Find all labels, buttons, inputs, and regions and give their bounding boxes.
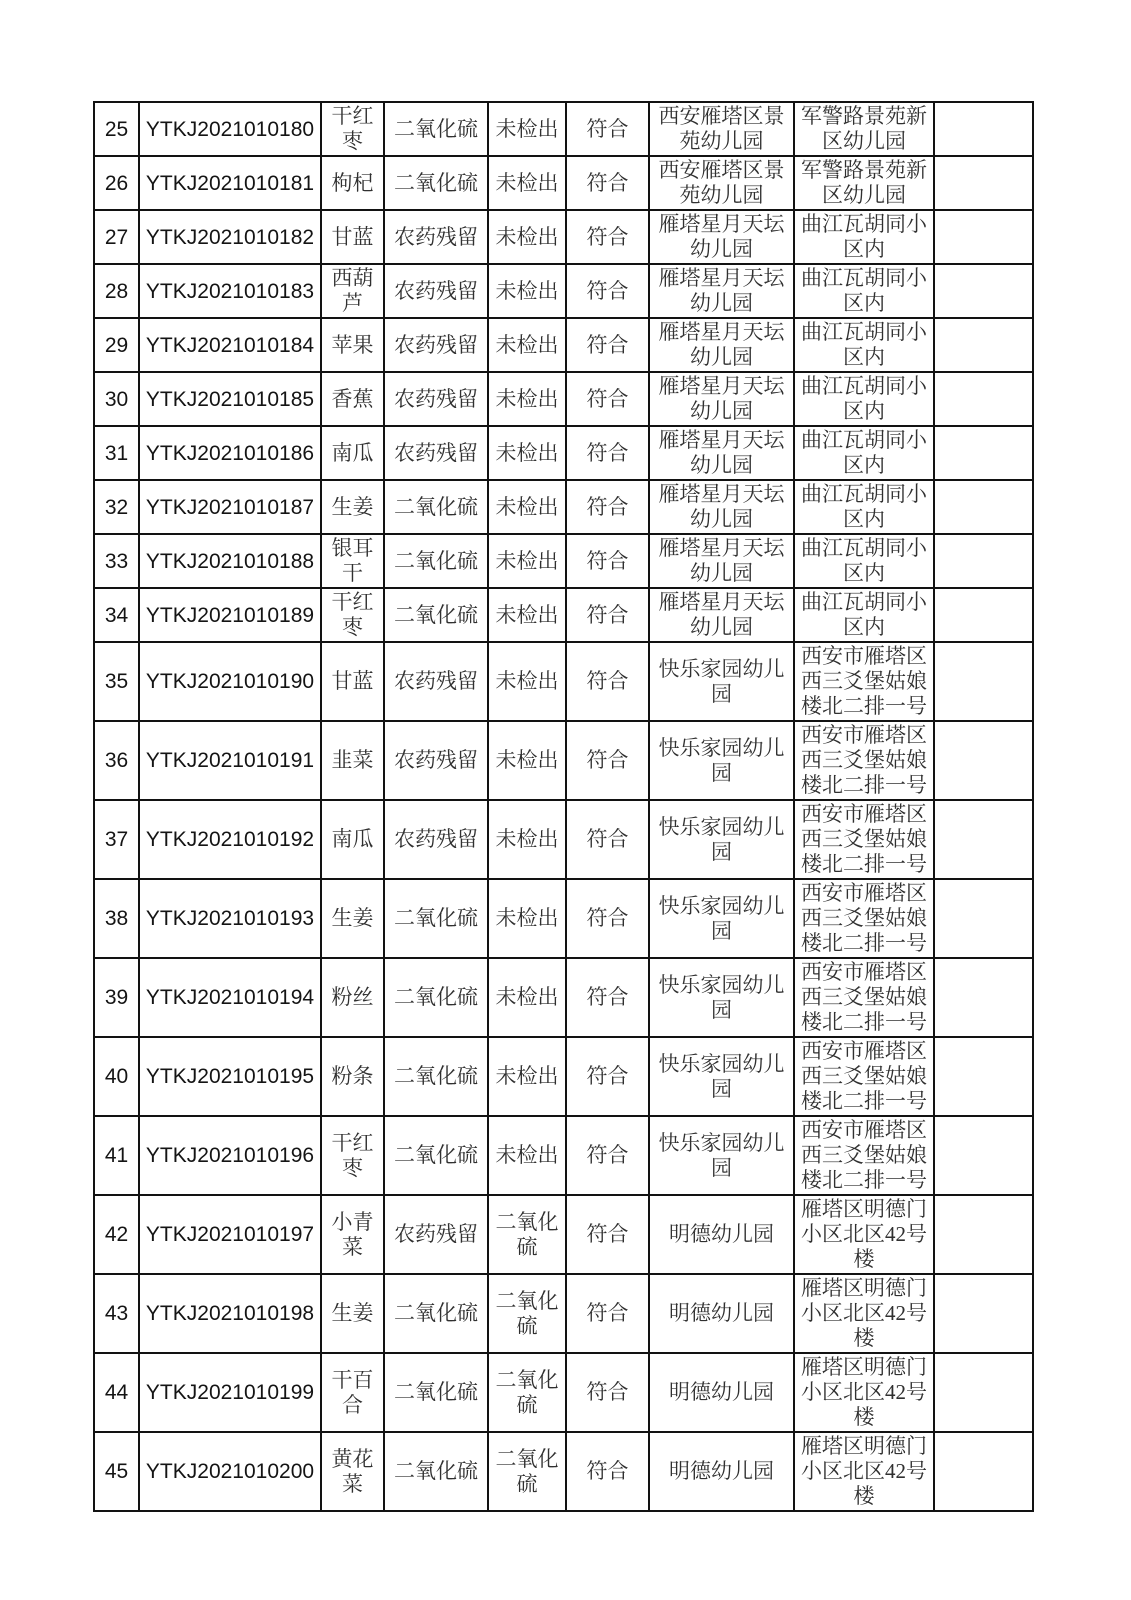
cell-org: 快乐家园幼儿园 bbox=[649, 721, 794, 800]
cell-sample-name: 黄花菜 bbox=[321, 1432, 384, 1511]
cell-test-item: 二氧化硫 bbox=[384, 534, 488, 588]
cell-address: 军警路景苑新区幼儿园 bbox=[794, 102, 934, 156]
cell-org: 快乐家园幼儿园 bbox=[649, 879, 794, 958]
cell-no: 29 bbox=[94, 318, 139, 372]
cell-org: 雁塔星月天坛幼儿园 bbox=[649, 264, 794, 318]
cell-sample-id: YTKJ2021010194 bbox=[139, 958, 321, 1037]
cell-result: 二氧化硫 bbox=[488, 1195, 566, 1274]
cell-org: 明德幼儿园 bbox=[649, 1353, 794, 1432]
cell-sample-id: YTKJ2021010180 bbox=[139, 102, 321, 156]
cell-address: 西安市雁塔区西三爻堡姑娘楼北二排一号 bbox=[794, 1037, 934, 1116]
cell-sample-id: YTKJ2021010199 bbox=[139, 1353, 321, 1432]
cell-test-item: 二氧化硫 bbox=[384, 1353, 488, 1432]
cell-remark bbox=[934, 1353, 1033, 1432]
cell-sample-name: 南瓜 bbox=[321, 800, 384, 879]
cell-test-item: 农药残留 bbox=[384, 721, 488, 800]
table-row bbox=[94, 879, 1033, 958]
cell-no: 45 bbox=[94, 1432, 139, 1511]
cell-result: 二氧化硫 bbox=[488, 1353, 566, 1432]
cell-test-item: 农药残留 bbox=[384, 1195, 488, 1274]
cell-sample-name: 甘蓝 bbox=[321, 642, 384, 721]
cell-org: 明德幼儿园 bbox=[649, 1432, 794, 1511]
cell-sample-name: 生姜 bbox=[321, 1274, 384, 1353]
cell-sample-name: 苹果 bbox=[321, 318, 384, 372]
cell-remark bbox=[934, 1432, 1033, 1511]
cell-sample-id: YTKJ2021010196 bbox=[139, 1116, 321, 1195]
cell-no: 34 bbox=[94, 588, 139, 642]
cell-conclusion: 符合 bbox=[566, 534, 649, 588]
cell-sample-name: 枸杞 bbox=[321, 156, 384, 210]
cell-sample-name: 干百合 bbox=[321, 1353, 384, 1432]
cell-result: 未检出 bbox=[488, 426, 566, 480]
cell-no: 35 bbox=[94, 642, 139, 721]
cell-sample-id: YTKJ2021010185 bbox=[139, 372, 321, 426]
cell-no: 31 bbox=[94, 426, 139, 480]
cell-result: 二氧化硫 bbox=[488, 1274, 566, 1353]
cell-address: 曲江瓦胡同小区内 bbox=[794, 318, 934, 372]
cell-test-item: 二氧化硫 bbox=[384, 156, 488, 210]
cell-conclusion: 符合 bbox=[566, 642, 649, 721]
cell-address: 雁塔区明德门小区北区42号楼 bbox=[794, 1353, 934, 1432]
cell-conclusion: 符合 bbox=[566, 1037, 649, 1116]
cell-no: 42 bbox=[94, 1195, 139, 1274]
cell-remark bbox=[934, 534, 1033, 588]
cell-sample-id: YTKJ2021010193 bbox=[139, 879, 321, 958]
table-row bbox=[94, 1274, 1033, 1353]
cell-conclusion: 符合 bbox=[566, 1195, 649, 1274]
cell-test-item: 二氧化硫 bbox=[384, 1037, 488, 1116]
cell-conclusion: 符合 bbox=[566, 102, 649, 156]
cell-org: 快乐家园幼儿园 bbox=[649, 642, 794, 721]
cell-conclusion: 符合 bbox=[566, 264, 649, 318]
cell-address: 西安市雁塔区西三爻堡姑娘楼北二排一号 bbox=[794, 800, 934, 879]
cell-no: 43 bbox=[94, 1274, 139, 1353]
cell-address: 曲江瓦胡同小区内 bbox=[794, 588, 934, 642]
cell-no: 41 bbox=[94, 1116, 139, 1195]
cell-remark bbox=[934, 800, 1033, 879]
cell-remark bbox=[934, 480, 1033, 534]
cell-result: 未检出 bbox=[488, 721, 566, 800]
cell-no: 27 bbox=[94, 210, 139, 264]
cell-org: 快乐家园幼儿园 bbox=[649, 800, 794, 879]
cell-test-item: 农药残留 bbox=[384, 318, 488, 372]
cell-result: 未检出 bbox=[488, 800, 566, 879]
cell-address: 曲江瓦胡同小区内 bbox=[794, 480, 934, 534]
cell-no: 26 bbox=[94, 156, 139, 210]
inspection-results-table bbox=[93, 101, 1034, 1512]
cell-org: 明德幼儿园 bbox=[649, 1274, 794, 1353]
table-row bbox=[94, 1037, 1033, 1116]
cell-sample-name: 粉条 bbox=[321, 1037, 384, 1116]
table-row bbox=[94, 1116, 1033, 1195]
cell-sample-id: YTKJ2021010181 bbox=[139, 156, 321, 210]
cell-result: 未检出 bbox=[488, 210, 566, 264]
cell-sample-name: 粉丝 bbox=[321, 958, 384, 1037]
cell-remark bbox=[934, 210, 1033, 264]
table-row bbox=[94, 534, 1033, 588]
table-row bbox=[94, 426, 1033, 480]
cell-org: 雁塔星月天坛幼儿园 bbox=[649, 210, 794, 264]
cell-sample-id: YTKJ2021010184 bbox=[139, 318, 321, 372]
cell-result: 未检出 bbox=[488, 588, 566, 642]
cell-sample-name: 生姜 bbox=[321, 480, 384, 534]
cell-sample-id: YTKJ2021010183 bbox=[139, 264, 321, 318]
cell-sample-name: 香蕉 bbox=[321, 372, 384, 426]
cell-result: 未检出 bbox=[488, 318, 566, 372]
cell-remark bbox=[934, 426, 1033, 480]
cell-sample-name: 银耳干 bbox=[321, 534, 384, 588]
cell-org: 明德幼儿园 bbox=[649, 1195, 794, 1274]
cell-remark bbox=[934, 642, 1033, 721]
cell-sample-id: YTKJ2021010182 bbox=[139, 210, 321, 264]
cell-sample-name: 干红枣 bbox=[321, 102, 384, 156]
cell-result: 未检出 bbox=[488, 480, 566, 534]
cell-org: 雁塔星月天坛幼儿园 bbox=[649, 426, 794, 480]
cell-org: 雁塔星月天坛幼儿园 bbox=[649, 588, 794, 642]
cell-sample-id: YTKJ2021010188 bbox=[139, 534, 321, 588]
cell-sample-id: YTKJ2021010187 bbox=[139, 480, 321, 534]
cell-org: 快乐家园幼儿园 bbox=[649, 1037, 794, 1116]
table-row bbox=[94, 721, 1033, 800]
cell-remark bbox=[934, 1195, 1033, 1274]
cell-address: 雁塔区明德门小区北区42号楼 bbox=[794, 1195, 934, 1274]
cell-conclusion: 符合 bbox=[566, 426, 649, 480]
cell-test-item: 二氧化硫 bbox=[384, 1116, 488, 1195]
table-row bbox=[94, 642, 1033, 721]
table-row bbox=[94, 102, 1033, 156]
cell-address: 军警路景苑新区幼儿园 bbox=[794, 156, 934, 210]
cell-conclusion: 符合 bbox=[566, 1274, 649, 1353]
cell-test-item: 二氧化硫 bbox=[384, 480, 488, 534]
cell-test-item: 二氧化硫 bbox=[384, 588, 488, 642]
cell-address: 曲江瓦胡同小区内 bbox=[794, 534, 934, 588]
cell-remark bbox=[934, 156, 1033, 210]
cell-org: 雁塔星月天坛幼儿园 bbox=[649, 372, 794, 426]
cell-remark bbox=[934, 372, 1033, 426]
cell-result: 未检出 bbox=[488, 534, 566, 588]
cell-test-item: 二氧化硫 bbox=[384, 879, 488, 958]
cell-result: 未检出 bbox=[488, 264, 566, 318]
cell-no: 36 bbox=[94, 721, 139, 800]
cell-conclusion: 符合 bbox=[566, 588, 649, 642]
cell-sample-name: 南瓜 bbox=[321, 426, 384, 480]
cell-sample-name: 干红枣 bbox=[321, 588, 384, 642]
table-row bbox=[94, 800, 1033, 879]
cell-sample-id: YTKJ2021010195 bbox=[139, 1037, 321, 1116]
cell-test-item: 农药残留 bbox=[384, 210, 488, 264]
cell-sample-id: YTKJ2021010190 bbox=[139, 642, 321, 721]
cell-conclusion: 符合 bbox=[566, 156, 649, 210]
cell-sample-id: YTKJ2021010197 bbox=[139, 1195, 321, 1274]
cell-result: 未检出 bbox=[488, 372, 566, 426]
cell-address: 曲江瓦胡同小区内 bbox=[794, 264, 934, 318]
cell-result: 未检出 bbox=[488, 879, 566, 958]
cell-test-item: 农药残留 bbox=[384, 372, 488, 426]
cell-no: 25 bbox=[94, 102, 139, 156]
cell-result: 未检出 bbox=[488, 1116, 566, 1195]
cell-no: 39 bbox=[94, 958, 139, 1037]
cell-conclusion: 符合 bbox=[566, 372, 649, 426]
cell-sample-name: 生姜 bbox=[321, 879, 384, 958]
cell-result: 未检出 bbox=[488, 156, 566, 210]
cell-sample-name: 西葫芦 bbox=[321, 264, 384, 318]
cell-no: 40 bbox=[94, 1037, 139, 1116]
cell-test-item: 二氧化硫 bbox=[384, 958, 488, 1037]
cell-result: 未检出 bbox=[488, 958, 566, 1037]
cell-address: 曲江瓦胡同小区内 bbox=[794, 426, 934, 480]
cell-address: 西安市雁塔区西三爻堡姑娘楼北二排一号 bbox=[794, 642, 934, 721]
cell-conclusion: 符合 bbox=[566, 958, 649, 1037]
cell-conclusion: 符合 bbox=[566, 210, 649, 264]
table-row bbox=[94, 1432, 1033, 1511]
cell-sample-id: YTKJ2021010191 bbox=[139, 721, 321, 800]
table-row bbox=[94, 1195, 1033, 1274]
cell-sample-name: 韭菜 bbox=[321, 721, 384, 800]
table-row bbox=[94, 318, 1033, 372]
cell-remark bbox=[934, 1037, 1033, 1116]
cell-sample-id: YTKJ2021010198 bbox=[139, 1274, 321, 1353]
cell-sample-name: 小青菜 bbox=[321, 1195, 384, 1274]
table-body bbox=[94, 102, 1033, 1511]
table-row bbox=[94, 264, 1033, 318]
cell-conclusion: 符合 bbox=[566, 1116, 649, 1195]
cell-result: 未检出 bbox=[488, 642, 566, 721]
cell-org: 雁塔星月天坛幼儿园 bbox=[649, 318, 794, 372]
cell-conclusion: 符合 bbox=[566, 1353, 649, 1432]
cell-conclusion: 符合 bbox=[566, 879, 649, 958]
cell-test-item: 农药残留 bbox=[384, 800, 488, 879]
cell-sample-name: 甘蓝 bbox=[321, 210, 384, 264]
table-row bbox=[94, 958, 1033, 1037]
cell-conclusion: 符合 bbox=[566, 480, 649, 534]
cell-conclusion: 符合 bbox=[566, 318, 649, 372]
cell-no: 28 bbox=[94, 264, 139, 318]
cell-address: 西安市雁塔区西三爻堡姑娘楼北二排一号 bbox=[794, 958, 934, 1037]
cell-remark bbox=[934, 1116, 1033, 1195]
cell-test-item: 二氧化硫 bbox=[384, 1274, 488, 1353]
cell-test-item: 二氧化硫 bbox=[384, 102, 488, 156]
table-row bbox=[94, 372, 1033, 426]
cell-address: 曲江瓦胡同小区内 bbox=[794, 210, 934, 264]
cell-address: 雁塔区明德门小区北区42号楼 bbox=[794, 1274, 934, 1353]
cell-no: 30 bbox=[94, 372, 139, 426]
table-row bbox=[94, 210, 1033, 264]
cell-no: 32 bbox=[94, 480, 139, 534]
cell-remark bbox=[934, 958, 1033, 1037]
cell-result: 二氧化硫 bbox=[488, 1432, 566, 1511]
cell-org: 雁塔星月天坛幼儿园 bbox=[649, 480, 794, 534]
cell-sample-name: 干红枣 bbox=[321, 1116, 384, 1195]
cell-no: 33 bbox=[94, 534, 139, 588]
table-row bbox=[94, 480, 1033, 534]
cell-org: 雁塔星月天坛幼儿园 bbox=[649, 534, 794, 588]
cell-sample-id: YTKJ2021010200 bbox=[139, 1432, 321, 1511]
cell-result: 未检出 bbox=[488, 1037, 566, 1116]
cell-conclusion: 符合 bbox=[566, 721, 649, 800]
cell-test-item: 二氧化硫 bbox=[384, 1432, 488, 1511]
cell-result: 未检出 bbox=[488, 102, 566, 156]
table-row bbox=[94, 156, 1033, 210]
cell-remark bbox=[934, 879, 1033, 958]
cell-remark bbox=[934, 588, 1033, 642]
cell-address: 曲江瓦胡同小区内 bbox=[794, 372, 934, 426]
cell-conclusion: 符合 bbox=[566, 800, 649, 879]
cell-no: 38 bbox=[94, 879, 139, 958]
cell-test-item: 农药残留 bbox=[384, 264, 488, 318]
cell-remark bbox=[934, 102, 1033, 156]
cell-no: 44 bbox=[94, 1353, 139, 1432]
cell-remark bbox=[934, 1274, 1033, 1353]
cell-no: 37 bbox=[94, 800, 139, 879]
cell-address: 雁塔区明德门小区北区42号楼 bbox=[794, 1432, 934, 1511]
cell-test-item: 农药残留 bbox=[384, 426, 488, 480]
cell-remark bbox=[934, 264, 1033, 318]
cell-org: 快乐家园幼儿园 bbox=[649, 1116, 794, 1195]
cell-sample-id: YTKJ2021010186 bbox=[139, 426, 321, 480]
cell-remark bbox=[934, 318, 1033, 372]
table-row bbox=[94, 1353, 1033, 1432]
cell-remark bbox=[934, 721, 1033, 800]
cell-conclusion: 符合 bbox=[566, 1432, 649, 1511]
cell-test-item: 农药残留 bbox=[384, 642, 488, 721]
cell-sample-id: YTKJ2021010192 bbox=[139, 800, 321, 879]
cell-org: 西安雁塔区景苑幼儿园 bbox=[649, 102, 794, 156]
cell-address: 西安市雁塔区西三爻堡姑娘楼北二排一号 bbox=[794, 1116, 934, 1195]
cell-org: 快乐家园幼儿园 bbox=[649, 958, 794, 1037]
table-row bbox=[94, 588, 1033, 642]
cell-org: 西安雁塔区景苑幼儿园 bbox=[649, 156, 794, 210]
cell-sample-id: YTKJ2021010189 bbox=[139, 588, 321, 642]
cell-address: 西安市雁塔区西三爻堡姑娘楼北二排一号 bbox=[794, 721, 934, 800]
cell-address: 西安市雁塔区西三爻堡姑娘楼北二排一号 bbox=[794, 879, 934, 958]
